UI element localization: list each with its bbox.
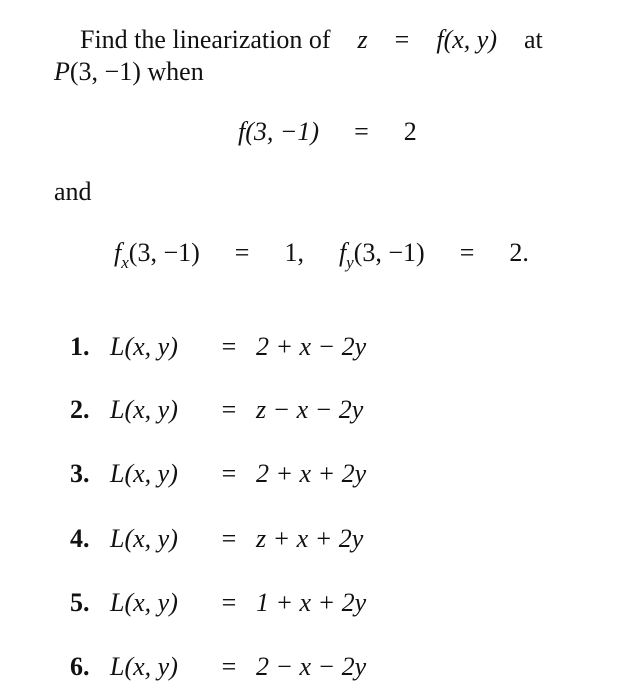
choice-rhs: 2 − x − 2y [256, 652, 367, 681]
equals-sign: = [221, 652, 237, 681]
choice-number: 4. [70, 524, 90, 553]
equals-sign: = [221, 588, 237, 617]
point-coords: (3, −1) [69, 57, 141, 86]
equals-sign: = [221, 332, 237, 361]
choice-rhs: z − x − 2y [256, 395, 364, 424]
fy-args: (3, −1) [353, 238, 425, 267]
choice-lhs: L(x, y) [110, 332, 178, 361]
when-word: when [147, 57, 204, 86]
answer-choice-5[interactable] [70, 587, 366, 619]
choice-lhs: L(x, y) [110, 395, 178, 424]
equals-sign: = [354, 117, 369, 146]
given-f-value: 2 [403, 117, 417, 146]
choice-rhs: 2 + x + 2y [256, 459, 367, 488]
choice-number: 6. [70, 652, 90, 681]
point-label: P [54, 57, 70, 86]
choice-number: 1. [70, 332, 90, 361]
choice-lhs: L(x, y) [110, 588, 178, 617]
choice-number: 3. [70, 459, 90, 488]
equals-sign: = [221, 459, 237, 488]
given-function-value-equation [238, 116, 417, 148]
answer-choice-6[interactable] [70, 651, 366, 683]
problem-statement-line-2 [54, 56, 204, 88]
function-name: f [436, 25, 444, 54]
choice-rhs: 1 + x + 2y [256, 588, 367, 617]
fy-base: f [338, 238, 347, 267]
fx-value: 1, [284, 238, 304, 267]
choice-lhs: L(x, y) [110, 652, 178, 681]
equals-sign: = [459, 238, 475, 267]
function-args: (x, y) [443, 25, 497, 54]
fx-base: f [114, 238, 122, 267]
choice-lhs: L(x, y) [110, 459, 178, 488]
partial-derivatives-equation [114, 237, 529, 272]
equals-sign: = [221, 524, 237, 553]
answer-choice-2[interactable] [70, 394, 363, 426]
answer-choice-1[interactable] [70, 331, 366, 363]
z-variable: z [357, 25, 368, 54]
answer-choice-4[interactable] [70, 523, 363, 555]
equals-sign: = [394, 25, 410, 54]
intro-text: Find the linearization of [80, 25, 331, 54]
equals-sign: = [234, 238, 250, 267]
problem-statement-line-1 [80, 24, 543, 56]
fy-value: 2. [509, 238, 529, 267]
fx-subscript: x [121, 253, 129, 272]
and-word: and [54, 177, 92, 206]
at-word: at [523, 25, 543, 54]
answer-choice-3[interactable] [70, 458, 366, 490]
choice-rhs: z + x + 2y [256, 524, 364, 553]
equals-sign: = [221, 395, 237, 424]
fx-args: (3, −1) [128, 238, 200, 267]
choice-number: 5. [70, 588, 90, 617]
fy-subscript: y [346, 253, 354, 272]
given-f-lhs: f(3, −1) [238, 117, 320, 146]
choice-lhs: L(x, y) [110, 524, 178, 553]
choice-rhs: 2 + x − 2y [256, 332, 367, 361]
choice-number: 2. [70, 395, 90, 424]
